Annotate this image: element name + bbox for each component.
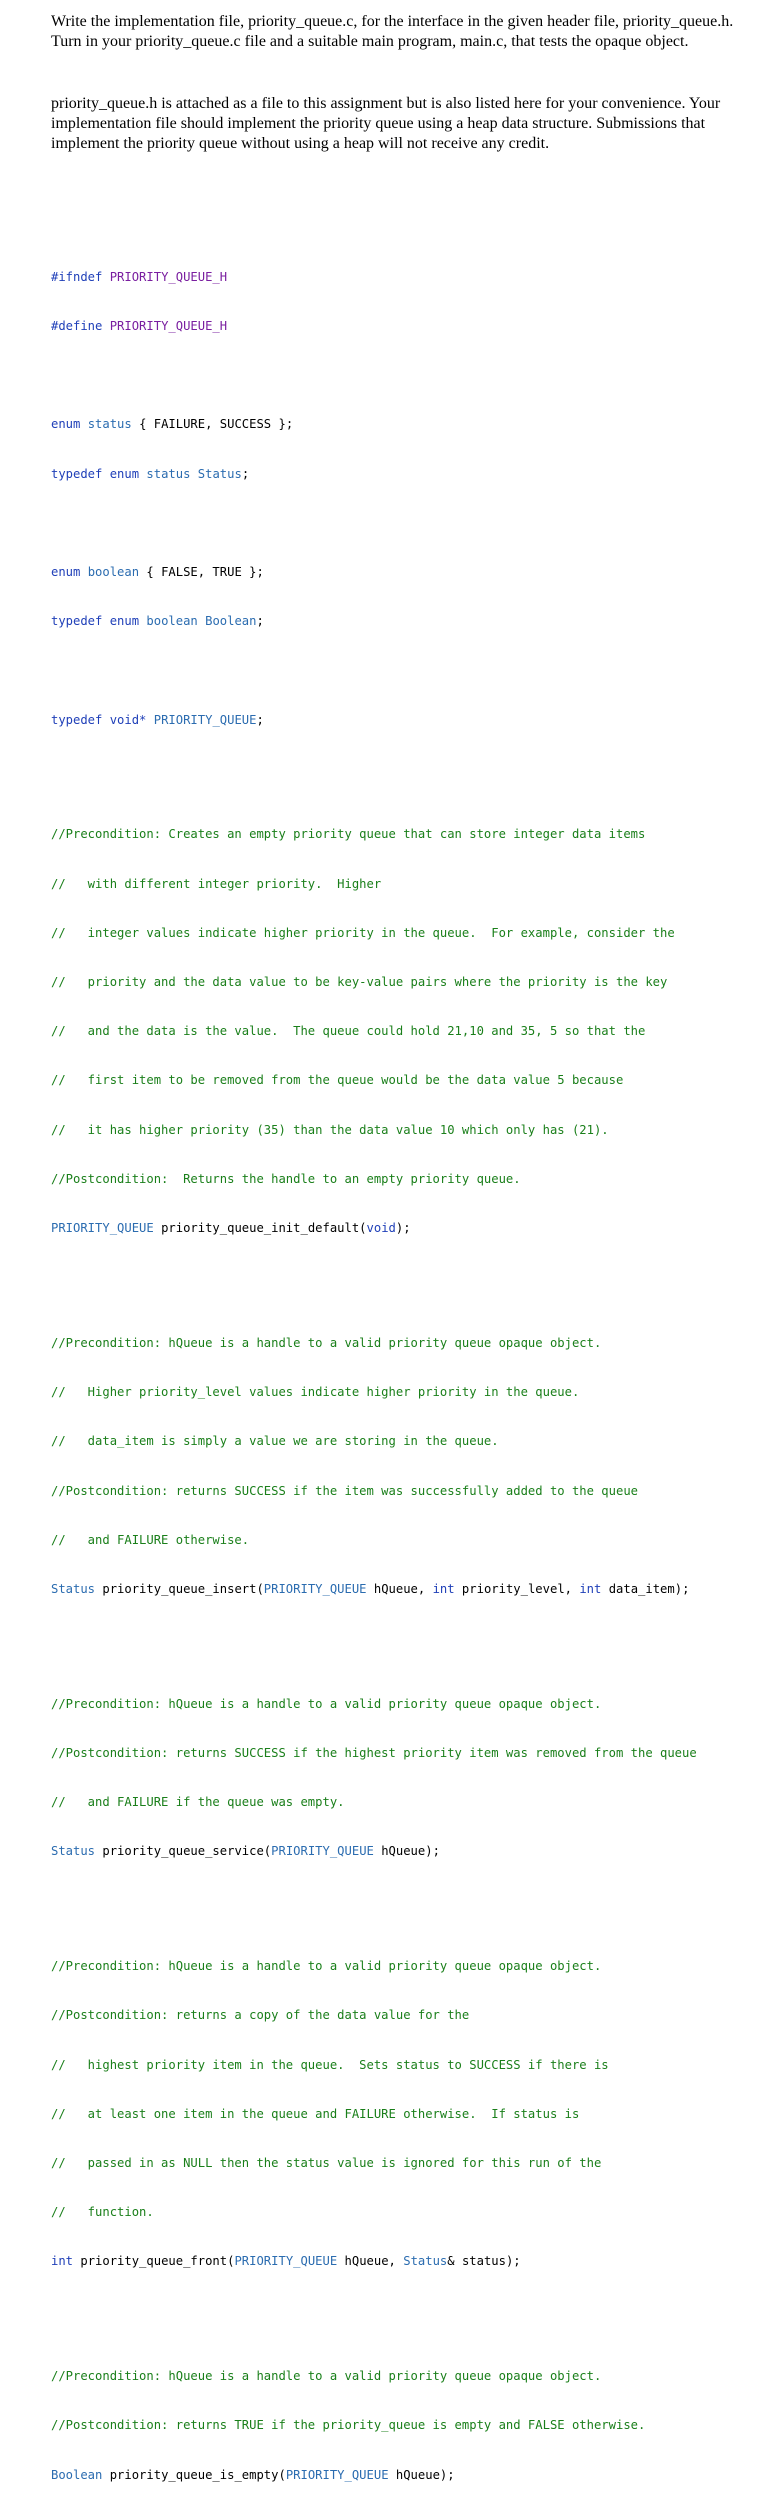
comment-line: // priority and the data value to be key-value pairs where the priority is the key	[51, 975, 668, 990]
comment-line: //Postcondition: returns SUCCESS if the item was successfully added to the queue	[51, 1483, 638, 1498]
param-name: hQueue);	[388, 2467, 455, 2482]
type-boolean: boolean	[139, 614, 198, 629]
param-type: PRIORITY_QUEUE	[285, 2467, 389, 2482]
comment-line: // first item to be removed from the queue would be the data value 5 because	[51, 1073, 624, 1088]
type-status: status	[80, 417, 132, 432]
keyword-int: int	[51, 2254, 74, 2269]
comment-line: // Higher priority_level values indicate higher priority in the queue.	[51, 1385, 580, 1400]
code-line-typedef-pq	[51, 712, 771, 728]
comment-line: // and FAILURE otherwise.	[51, 1532, 250, 1547]
preprocessor-ifndef: #ifndef	[51, 269, 103, 284]
keyword-void-pointer: void*	[102, 712, 147, 727]
return-type: Status	[51, 1844, 96, 1859]
function-name: priority_queue_service(	[95, 1844, 272, 1859]
comment-line: //Precondition: hQueue is a handle to a valid priority queue opaque object.	[51, 1696, 602, 1711]
enum-body: { FALSE, TRUE };	[139, 565, 264, 580]
code-line-enum-boolean	[51, 564, 771, 580]
code-line-insert	[51, 1581, 771, 1597]
param-name: priority_level,	[454, 1581, 580, 1596]
param-name: hQueue,	[337, 2254, 404, 2269]
code-line-front	[51, 2253, 771, 2269]
param-name: data_item);	[601, 1581, 690, 1596]
comment-line: //Postcondition: Returns the handle to an empty priority queue.	[51, 1171, 521, 1186]
param-type: PRIORITY_QUEUE	[234, 2254, 338, 2269]
comment-line: //Precondition: hQueue is a handle to a valid priority queue opaque object.	[51, 1335, 602, 1350]
comment-line: //Postcondition: returns a copy of the data value for the	[51, 2008, 470, 2023]
keyword-typedef: typedef	[51, 712, 103, 727]
param-name: hQueue);	[373, 1844, 440, 1859]
guard-macro: PRIORITY_QUEUE_H	[102, 269, 228, 284]
type-alias: Boolean	[197, 614, 257, 629]
code-line-typedef-boolean	[51, 613, 771, 629]
type-priority-queue: PRIORITY_QUEUE	[146, 712, 257, 727]
keyword-int: int	[579, 1581, 602, 1596]
param-type: Status	[403, 2254, 448, 2269]
function-name: priority_queue_front(	[73, 2254, 235, 2269]
code-line-init-default	[51, 1220, 771, 1236]
comment-line: //Precondition: Creates an empty priority queue that can store integer data items	[51, 827, 646, 842]
function-end: );	[395, 1221, 411, 1236]
type-alias: Status	[190, 466, 242, 481]
comment-line: // passed in as NULL then the status value is ignored for this run of the	[51, 2155, 602, 2170]
instructions-paragraph: Write the implementation file, priority_queue.c, for the interface in the given header file, priority_queue.h. Turn in your priority_queue.c file and a suitable main program, main.c, that tests the opaque object.	[51, 13, 734, 50]
type-boolean: boolean	[80, 565, 140, 580]
function-name: priority_queue_init_default(	[153, 1221, 367, 1236]
code-line-is-empty	[51, 2467, 771, 2483]
keyword-enum: enum	[51, 417, 81, 432]
comment-line: // and the data is the value. The queue could hold 21,10 and 35, 5 so that the	[51, 1024, 646, 1039]
keyword-int: int	[432, 1581, 455, 1596]
keyword-enum: enum	[102, 614, 140, 629]
enum-body: { FAILURE, SUCCESS };	[131, 417, 294, 432]
comment-line: //Postcondition: returns TRUE if the priority_queue is empty and FALSE otherwise.	[51, 2418, 646, 2433]
guard-macro: PRIORITY_QUEUE_H	[102, 319, 228, 334]
comment-line: // and FAILURE if the queue was empty.	[51, 1795, 345, 1810]
function-name: priority_queue_insert(	[95, 1581, 264, 1596]
keyword-enum: enum	[51, 565, 81, 580]
param-type: PRIORITY_QUEUE	[271, 1844, 374, 1859]
code-line-typedef-status	[51, 466, 771, 482]
function-name: priority_queue_is_empty(	[102, 2467, 286, 2482]
param-name: & status);	[447, 2254, 521, 2269]
comment-line: // with different integer priority. Higher	[51, 876, 382, 891]
comment-line: // it has higher priority (35) than the data value 10 which only has (21).	[51, 1122, 609, 1137]
keyword-enum: enum	[102, 466, 140, 481]
header-file-listing	[51, 236, 771, 2516]
comment-line: //Precondition: hQueue is a handle to a valid priority queue opaque object.	[51, 2369, 602, 2384]
code-line-define	[51, 318, 771, 334]
keyword-void: void	[366, 1221, 396, 1236]
preprocessor-define: #define	[51, 319, 103, 334]
comment-line: //Precondition: hQueue is a handle to a valid priority queue opaque object.	[51, 1959, 602, 1974]
param-type: PRIORITY_QUEUE	[263, 1581, 367, 1596]
semicolon: ;	[241, 466, 250, 481]
type-status: status	[139, 466, 191, 481]
heap-requirement-paragraph: priority_queue.h is attached as a file to this assignment but is also listed here for your convenience. Your implementation file should implement the priority queue using a heap data structure. Submissions that implement the priority queue without using a heap will not receive any credit.	[51, 95, 721, 152]
comment-line: // integer values indicate higher priority in the queue. For example, consider the	[51, 925, 675, 940]
comment-line: // highest priority item in the queue. Sets status to SUCCESS if there is	[51, 2057, 609, 2072]
return-type: Status	[51, 1581, 96, 1596]
param-name: hQueue,	[366, 1581, 433, 1596]
comment-line: // data_item is simply a value we are storing in the queue.	[51, 1434, 499, 1449]
comment-line: // function.	[51, 2205, 154, 2220]
return-type: PRIORITY_QUEUE	[51, 1221, 154, 1236]
keyword-typedef: typedef	[51, 614, 103, 629]
semicolon: ;	[256, 712, 264, 727]
semicolon: ;	[256, 614, 264, 629]
comment-line: //Postcondition: returns SUCCESS if the highest priority item was removed from the queue	[51, 1745, 697, 1760]
code-line-enum-status	[51, 416, 771, 432]
comment-line: // at least one item in the queue and FAILURE otherwise. If status is	[51, 2106, 580, 2121]
code-line-ifndef	[51, 269, 771, 285]
code-line-service	[51, 1843, 771, 1859]
keyword-typedef: typedef	[51, 466, 103, 481]
return-type: Boolean	[51, 2467, 103, 2482]
